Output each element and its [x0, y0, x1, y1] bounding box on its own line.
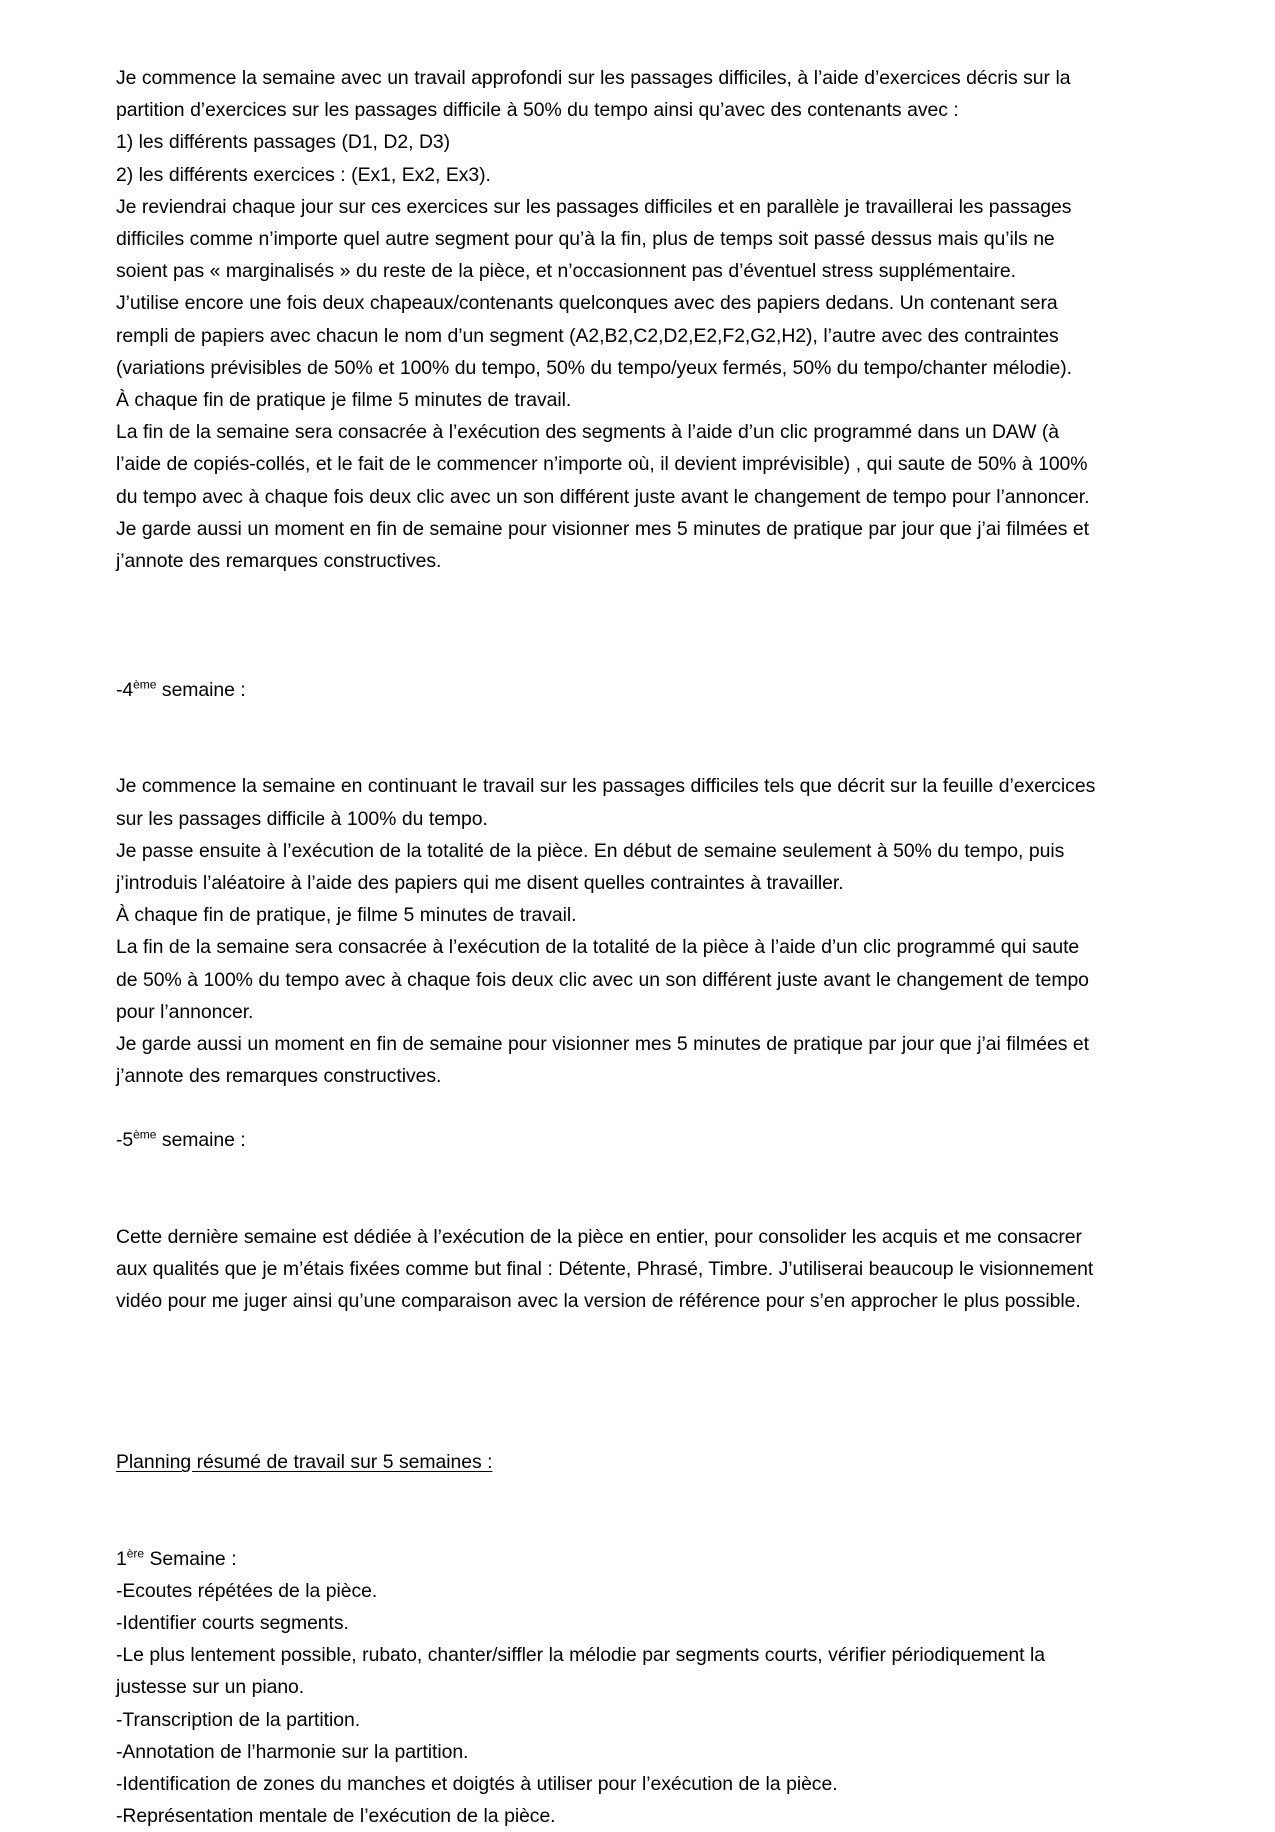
paragraph: Je reviendrai chaque jour sur ces exercices sur les passages difficiles et en parallèle je travaillerai les passages difficiles comme n’importe quel autre segment pour qu’à la fin, plus de temps soit passé dessus mais qu’ils ne soient pas « marginalisés » du reste de la pièce, et n’occasionnent pas d’éventuel stress supplémentaire.	[116, 191, 1100, 288]
spacer	[116, 1479, 1100, 1543]
week5-heading	[116, 1124, 1100, 1156]
paragraph: À chaque fin de pratique je filme 5 minutes de travail.	[116, 384, 1100, 416]
list-item: -Ecoutes répétées de la pièce.	[116, 1575, 1100, 1607]
list-item: -Transcription de la partition.	[116, 1704, 1100, 1736]
paragraph: Je garde aussi un moment en fin de semaine pour visionner mes 5 minutes de pratique par jour que j’ai filmées et j’annote des remarques constructives.	[116, 513, 1100, 577]
paragraph: Je commence la semaine avec un travail approfondi sur les passages difficiles, à l’aide d’exercices décris sur la partition d’exercices sur les passages difficile à 50% du tempo ainsi qu’avec des contenants avec :	[116, 62, 1100, 126]
paragraph: 1) les différents passages (D1, D2, D3)	[116, 126, 1100, 158]
planning-heading: Planning résumé de travail sur 5 semaines :	[116, 1446, 492, 1478]
paragraph: 2) les différents exercices : (Ex1, Ex2, Ex3).	[116, 159, 1100, 191]
spacer	[116, 706, 1100, 770]
week1-heading-prefix: 1	[116, 1548, 127, 1570]
week5-heading-superscript: ème	[133, 1128, 156, 1142]
list-item: -Identifier courts segments.	[116, 1607, 1100, 1639]
paragraph: Cette dernière semaine est dédiée à l’exécution de la pièce en entier, pour consolider les acquis et me consacrer aux qualités que je m’étais fixées comme but final : Détente, Phrasé, Timbre. J’utiliserai beaucoup le visionnement vidéo pour me juger ainsi qu’une comparaison avec la version de référence pour s’en approcher le plus possible.	[116, 1221, 1100, 1318]
paragraph: Je garde aussi un moment en fin de semaine pour visionner mes 5 minutes de pratique par jour que j’ai filmées et j’annote des remarques constructives.	[116, 1028, 1100, 1092]
list-item: -Identification de zones du manches et doigtés à utiliser pour l’exécution de la pièce.	[116, 1768, 1100, 1800]
week4-heading-superscript: ème	[133, 678, 156, 692]
section-week4	[116, 674, 1100, 1092]
week5-heading-suffix: semaine :	[156, 1129, 245, 1151]
planning-heading-wrap	[116, 1446, 1100, 1478]
week1-list	[116, 1543, 1100, 1832]
spacer	[116, 1092, 1100, 1124]
spacer	[116, 577, 1100, 674]
week4-heading-prefix: -4	[116, 679, 133, 701]
spacer	[116, 1317, 1100, 1446]
week4-heading-suffix: semaine :	[156, 679, 245, 701]
section-week5	[116, 1124, 1100, 1317]
week1-heading	[116, 1543, 1100, 1575]
list-item: -Le plus lentement possible, rubato, chanter/siffler la mélodie par segments courts, vérifier périodiquement la justesse sur un piano.	[116, 1639, 1100, 1703]
week4-heading	[116, 674, 1100, 706]
section-week3-continuation	[116, 62, 1100, 577]
paragraph: Je passe ensuite à l’exécution de la totalité de la pièce. En début de semaine seulement à 50% du tempo, puis j’introduis l’aléatoire à l’aide des papiers qui me disent quelles contraintes à travailler.	[116, 835, 1100, 899]
document-body	[116, 62, 1100, 1832]
week1-heading-suffix: Semaine :	[144, 1548, 237, 1570]
section-planning-summary	[116, 1446, 1100, 1832]
list-item: -Annotation de l’harmonie sur la partition.	[116, 1736, 1100, 1768]
week1-heading-superscript: ère	[127, 1546, 144, 1560]
paragraph: La fin de la semaine sera consacrée à l’exécution des segments à l’aide d’un clic programmé dans un DAW (à l’aide de copiés-collés, et le fait de le commencer n’importe où, il devient imprévisible) , qui saute de 50% à 100% du tempo avec à chaque fois deux clic avec un son différent juste avant le changement de tempo pour l’annoncer.	[116, 416, 1100, 513]
paragraph: À chaque fin de pratique, je filme 5 minutes de travail.	[116, 899, 1100, 931]
paragraph: J’utilise encore une fois deux chapeaux/contenants quelconques avec des papiers dedans. Un contenant sera rempli de papiers avec chacun le nom d’un segment (A2,B2,C2,D2,E2,F2,G2,H2), l’autre avec des contraintes (variations prévisibles de 50% et 100% du tempo, 50% du tempo/yeux fermés, 50% du tempo/chanter mélodie).	[116, 287, 1100, 384]
paragraph: Je commence la semaine en continuant le travail sur les passages difficiles tels que décrit sur la feuille d’exercices sur les passages difficile à 100% du tempo.	[116, 770, 1100, 834]
week5-heading-prefix: -5	[116, 1129, 133, 1151]
paragraph: La fin de la semaine sera consacrée à l’exécution de la totalité de la pièce à l’aide d’un clic programmé qui saute de 50% à 100% du tempo avec à chaque fois deux clic avec un son différent juste avant le changement de tempo pour l’annoncer.	[116, 931, 1100, 1028]
spacer	[116, 1157, 1100, 1221]
list-item: -Représentation mentale de l’exécution de la pièce.	[116, 1800, 1100, 1832]
